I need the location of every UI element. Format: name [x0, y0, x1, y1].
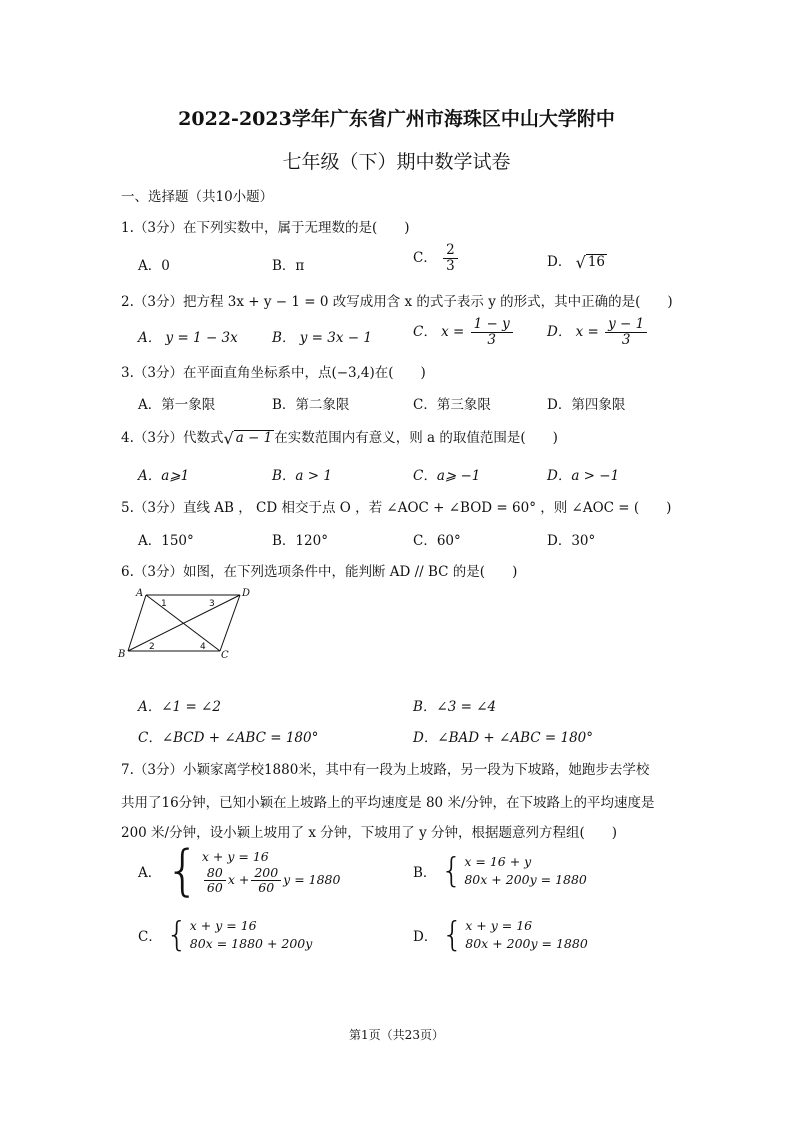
q5-option-b: B．120°: [272, 533, 328, 549]
q3-option-a: A．第一象限: [138, 397, 216, 413]
page-footer: 第1页（共23页）: [349, 1028, 444, 1042]
q7-option-a: [138, 839, 341, 902]
q2-option-d: [547, 317, 649, 348]
q6-option-b: B．∠3 = ∠4: [413, 699, 497, 715]
title-line-2: 七年级（下）期中数学试卷: [282, 151, 511, 173]
q7-d-equation-2: 80x + 200y = 1880: [465, 936, 588, 952]
brace-icon: {: [440, 851, 463, 892]
title-line-1: 2022-2023学年广东省广州市海珠区中山大学附中: [178, 108, 615, 130]
fig-angle-2: 2: [149, 642, 155, 652]
q1-option-d-label: D．: [547, 254, 572, 270]
q1-c-denominator: 3: [446, 257, 455, 274]
q4-option-b: B．a > 1: [272, 468, 332, 484]
q6-option-c: C．∠BCD + ∠ABC = 180°: [138, 730, 319, 746]
q1-option-a: A．0: [138, 258, 170, 274]
q2-option-a: A． y = 1 − 3x: [138, 330, 238, 346]
fig-label-a: A: [136, 588, 144, 599]
q7-c-equation-1: x + y = 16: [189, 918, 257, 933]
q1-option-c: [413, 243, 460, 274]
q6-parallelogram-figure: [116, 585, 256, 661]
fig-label-d: D: [242, 588, 251, 599]
fig-angle-4: 4: [200, 642, 206, 652]
q1-d-radicand: 16: [587, 254, 606, 271]
q7-a-frac2-den: 60: [258, 879, 275, 895]
q7-option-a-label: A．: [138, 865, 162, 881]
q6-option-a: A．∠1 = ∠2: [138, 699, 221, 715]
q2-option-b: B． y = 3x − 1: [272, 330, 372, 346]
question-1-stem: 1.（3分）在下列实数中，属于无理数的是( ): [121, 220, 410, 236]
q1-option-b: B．π: [272, 258, 305, 274]
q4-radicand: a − 1: [235, 430, 273, 447]
question-6-stem: 6.（3分）如图，在下列选项条件中，能判断 AD // BC 的是( ): [121, 564, 518, 580]
q3-option-d: D．第四象限: [547, 397, 626, 413]
q7-option-c: [138, 915, 313, 956]
q7-a-frac1-num: 80: [204, 866, 226, 881]
brace-icon: {: [165, 839, 200, 902]
question-3-stem: 3.（3分）在平面直角坐标系中，点(−3,4)在( ): [121, 365, 426, 381]
q7-a-equation-2: [202, 866, 341, 895]
question-5-stem: 5.（3分）直线 AB ， CD 相交于点 O ，若 ∠AOC + ∠BOD = 60° ，则 ∠AOC = ( ): [121, 500, 672, 516]
q7-option-c-label: C．: [138, 929, 162, 946]
q7-a-frac2-num: 200: [251, 866, 281, 881]
q7-d-equation-1: x + y = 16: [465, 918, 533, 933]
q3-option-b: B．第二象限: [272, 397, 350, 413]
q2-option-c-label: C． x =: [413, 323, 469, 340]
q7-c-equation-2: 80x = 1880 + 200y: [189, 936, 313, 952]
q5-option-d: D．30°: [547, 533, 596, 549]
q7-a-equation-1: x + y = 16: [201, 848, 269, 864]
section-heading: 一、选择题（共10小题）: [121, 189, 274, 205]
question-7-line-1: 7.（3分）小颖家离学校1880米，其中有一段为上坡路，另一段为下坡路，她跑步去学校: [121, 762, 650, 778]
question-7-line-3: 200 米/分钟，设小颖上坡用了 x 分钟，下坡用了 y 分钟，根据题意列方程组( ): [121, 825, 618, 841]
fig-angle-3: 3: [209, 599, 215, 609]
sqrt-icon: √: [575, 252, 586, 272]
q7-option-d: [413, 915, 588, 956]
q7-a-frac1-den: 60: [206, 879, 223, 895]
q1-option-c-label: C．: [413, 249, 437, 266]
q7-b-equation-2: 80x + 200y = 1880: [464, 872, 587, 888]
q1-c-numerator: 2: [443, 243, 458, 259]
q5-option-c: C．60°: [413, 533, 461, 549]
fig-angle-1: 1: [161, 599, 167, 609]
q4-option-a: A．a⩾1: [138, 468, 190, 484]
q7-a-x-term: x +: [227, 871, 250, 887]
question-4-stem: [121, 426, 558, 447]
q5-option-a: A．150°: [138, 533, 194, 549]
q4-option-c: C．a⩾ −1: [413, 468, 481, 484]
q7-option-d-label: D．: [413, 929, 438, 946]
q2-d-numerator: y − 1: [605, 317, 647, 333]
fig-label-b: B: [118, 649, 126, 660]
q4-stem-suffix: 在实数范围内有意义，则 a 的取值范围是( ): [274, 430, 558, 446]
sqrt-icon: √: [223, 428, 234, 448]
q6-option-d: D．∠BAD + ∠ABC = 180°: [413, 730, 593, 746]
q2-option-d-label: D． x =: [547, 323, 604, 340]
q2-d-denominator: 3: [621, 331, 631, 348]
q2-c-numerator: 1 − y: [471, 317, 513, 333]
question-7-line-2: 共用了16分钟，已知小颖在上坡路上的平均速度是 80 米/分钟，在下坡路上的平均速度是: [121, 795, 655, 811]
brace-icon: {: [166, 915, 188, 956]
q7-option-b: [413, 851, 587, 892]
fig-label-c: C: [221, 650, 229, 661]
q4-stem-prefix: 4.（3分）代数式: [121, 430, 224, 446]
q7-a-y-term: y = 1880: [283, 871, 341, 887]
q2-option-c: [413, 317, 515, 348]
q1-option-d: [547, 250, 607, 271]
q7-option-b-label: B．: [413, 865, 437, 882]
brace-icon: {: [441, 915, 464, 956]
q7-b-equation-1: x = 16 + y: [464, 854, 532, 869]
q4-option-d: D．a > −1: [547, 468, 620, 484]
q3-option-c: C．第三象限: [413, 397, 491, 413]
question-2-stem: 2.（3分）把方程 3x + y − 1 = 0 改写成用含 x 的式子表示 y 的形式，其中正确的是( ): [121, 294, 673, 310]
q2-c-denominator: 3: [487, 331, 496, 348]
